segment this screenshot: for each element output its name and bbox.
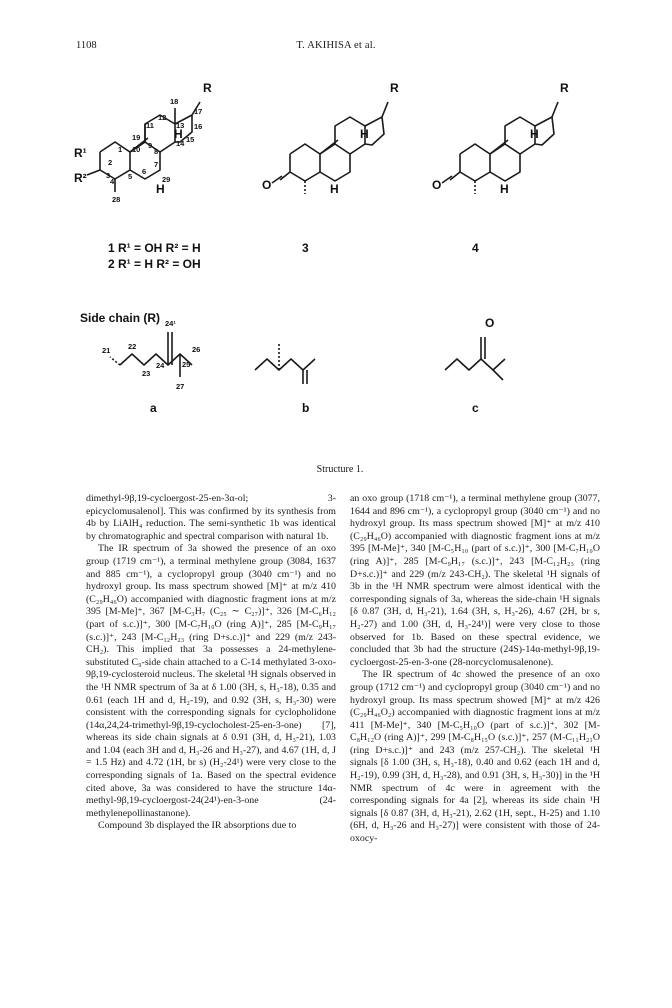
compound-3-label: 3	[302, 241, 309, 255]
svg-text:3: 3	[106, 171, 111, 180]
svg-text:21: 21	[102, 346, 111, 355]
r2-label: R²	[74, 171, 87, 185]
page-number: 1108	[76, 40, 97, 51]
svg-text:16: 16	[194, 122, 203, 131]
svg-text:8: 8	[154, 147, 159, 156]
svg-text:2: 2	[108, 158, 113, 167]
side-chain-b-label: b	[302, 401, 310, 415]
svg-text:11: 11	[146, 121, 154, 130]
structure-figure	[70, 62, 610, 480]
svg-text:25: 25	[182, 360, 191, 369]
left-paragraph-2: The IR spectrum of 3a showed the presence of an oxo group (1719 cm⁻¹), a terminal methylene group (3084, 1637 and 885 cm⁻¹), a cyclopropyl group (3040 cm⁻¹) and no hydroxyl group. Its mass spectrum showed [M]⁺ at m/z 410 (C₂₉H₄₆O) accompanied with diagnostic fragment ions at m/z 395 [M-Me]⁺, 367 [M-C₃H₇ (C₂₅ ∼ C₂₇)]⁺, 326 [M-C₆H₁₂ (part of s.c.)]⁺, 300 [M-C₇H₁₀O (ring A)]⁺, 285 [M-C₉H₁₇ (s.c.)]⁺, 243 [M-C₁₂H₂₃ (ring D+s.c.)]⁺ and 229 (m/z 243-CH₂). This implied that 3a possesses a 24-methylene-substituted C₉-side chain attached to a C-14 methylated 3-oxo-9β,19-cyclosteroid nucleus. The skeletal ¹H signals observed in the ¹H NMR spectrum of 3a at δ 1.00 (3H, s, H₃-18), 0.35 and 0.61 (each 1H and d, H₂-19), and 0.92 (3H, s, H₃-30) were consistent with the corresponding signals for cyclopholidone (14α,24,24-trimethyl-9β,19-cyclocholest-25-en-3-one) [7], whereas its side chain signals at δ 0.91 (3H, d, H₃-21), 1.03 and 1.04 (each 3H and d, H₃-26 and H₃-27), and 4.67 (1H, d, J = 1.5 Hz) and 4.72 (1H, br s) (H₂-24¹) were very close to the corresponding signals of 1a. Based on the spectral evidence cited above, 3a was considered to have the structure 14α-methyl-9β,19-cycloergost-24(24¹)-en-3-one (24-methylenepollinastanone).	[86, 543, 336, 819]
svg-text:7: 7	[154, 160, 159, 169]
svg-text:22: 22	[128, 342, 137, 351]
side-chain-c-bonds	[445, 337, 505, 380]
side-chain-title: Side chain (R)	[80, 311, 161, 325]
svg-text:23: 23	[142, 369, 151, 378]
h-label-4b: H	[500, 182, 509, 196]
compound-4-skeleton	[442, 102, 558, 194]
svg-text:18: 18	[170, 97, 179, 106]
r1-label: R¹	[74, 146, 87, 160]
svg-text:5: 5	[128, 172, 133, 181]
o-label-4: O	[432, 178, 442, 192]
running-head: T. AKIHISA et al.	[296, 40, 376, 51]
svg-text:17: 17	[194, 107, 203, 116]
svg-text:19: 19	[132, 133, 141, 142]
o-label-c: O	[485, 316, 495, 330]
compound-1-label: 1 R¹ = OH R² = H	[108, 241, 201, 255]
svg-text:24¹: 24¹	[165, 319, 176, 328]
h-label-14: H	[174, 127, 183, 141]
right-paragraph-1: an oxo group (1718 cm⁻¹), a terminal methylene group (3077, 1644 and 896 cm⁻¹), a cyclopropyl group (3040 cm⁻¹) and no hydroxyl group. Its mass spectrum showed [M]⁺ at m/z 410 (C₂₉H₄₆O) accompanied with diagnostic fragment ions at m/z 395 [M-Me]⁺, 340 [M-C₅H₁₀ (part of s.c.)]⁺, 300 [M-C₇H₁₀O (ring A)]⁺, 285 [M-C₉H₁₇ (s.c.)]⁺, 243 [M-C₁₂H₂₃ (ring D+s.c.)]⁺ and 229 (m/z 243-CH₂). The skeletal ¹H signals of 3b in the ¹H NMR spectrum were almost identical with the corresponding signals of 3a, whereas the side-chain ¹H signals [δ 0.87 (3H, d, H₃-21), 1.64 (3H, s, H₃-26), 4.67 (2H, br s, H₂-27) and 1.00 (3H, d, H₃-24¹)] were very close to those observed for 1b. Based on these spectral evidence, we concluded that 3b had the structure (24S)-14α-methyl-9β,19-cycloergost-25-en-3-one (28-norcyclomusalenone).	[350, 493, 600, 668]
svg-text:14: 14	[176, 139, 185, 148]
h-label-3a: H	[360, 127, 369, 141]
left-column	[86, 493, 336, 833]
svg-text:27: 27	[176, 382, 185, 391]
structure-drawing	[70, 62, 610, 480]
h-label-4a: H	[530, 127, 539, 141]
svg-text:6: 6	[142, 167, 147, 176]
right-paragraph-2: The IR spectrum of 4c showed the presence of an oxo group (1712 cm⁻¹) and cyclopropyl group (3040 cm⁻¹) and no hydroxyl group. Its mass spectrum showed [M]⁺ at m/z 426 (C₂₉H₄₆O₂) accompanied with diagnostic fragment ions at m/z 411 [M-Me]⁺, 340 [M-C₅H₁₀O (part of s.c.)]⁺, 302 [M-C₈H₁₂O (ring A)]⁺, 299 [M-C₈H₁₅O (s.c.)]⁺, 257 (M-C₁₁H₂₁O (ring D+s.c.)]⁺ and 243 (m/z 257-CH₂). The skeletal ¹H signals [δ 1.00 (3H, s, H₃-18), 0.40 and 0.62 (each 1H and d, H₂-19), 0.99 (3H, d, H₃-28), and 0.91 (3H, s, H₃-30)] in the ¹H NMR spectrum of 4c were in agreement with the corresponding signals for 4a [2], whereas its side chain ¹H signals [δ 0.87 (3H, d, H₃-21), 2.62 (1H, sept., H-25) and 1.10 (6H, d, H₃-26 and H₃-27)] were consistent with those of 24-oxocy-	[350, 669, 600, 845]
o-label-3: O	[262, 178, 272, 192]
svg-text:15: 15	[186, 135, 195, 144]
r-label-1: R	[203, 81, 212, 95]
side-chain-a-bonds	[110, 332, 192, 377]
h-label-3b: H	[330, 182, 339, 196]
h-label-1: H	[156, 182, 165, 196]
svg-text:26: 26	[192, 345, 201, 354]
svg-text:24: 24	[156, 361, 165, 370]
page-header	[76, 40, 596, 56]
side-chain-b-bonds	[255, 342, 315, 384]
r-label-4: R	[560, 81, 569, 95]
svg-text:4: 4	[110, 177, 115, 186]
svg-text:28: 28	[112, 195, 121, 204]
svg-text:12: 12	[158, 113, 167, 122]
left-paragraph-1: dimethyl-9β,19-cycloergost-25-en-3α-ol; 3-epicyclomusalenol]. This was confirmed by its synthesis from 4b by LiAlH₄ reduction. The semi-synthetic 1b was identical by chromatographic and spectral comparison with natural 1b.	[86, 493, 336, 542]
compound-3-skeleton	[272, 102, 388, 194]
compound-2-label: 2 R¹ = H R² = OH	[108, 257, 201, 271]
svg-text:29: 29	[162, 175, 171, 184]
svg-text:1: 1	[118, 145, 123, 154]
r-label-3: R	[390, 81, 399, 95]
side-chain-a-label: a	[150, 401, 157, 415]
figure-caption: Structure 1.	[316, 464, 364, 475]
svg-text:13: 13	[176, 121, 185, 130]
left-paragraph-3: Compound 3b displayed the IR absorptions due to	[98, 820, 297, 832]
svg-text:9: 9	[148, 141, 153, 150]
svg-text:10: 10	[132, 145, 141, 154]
side-chain-c-label: c	[472, 401, 479, 415]
compound-4-label: 4	[472, 241, 479, 255]
right-column	[350, 493, 600, 846]
body-text	[86, 493, 598, 993]
